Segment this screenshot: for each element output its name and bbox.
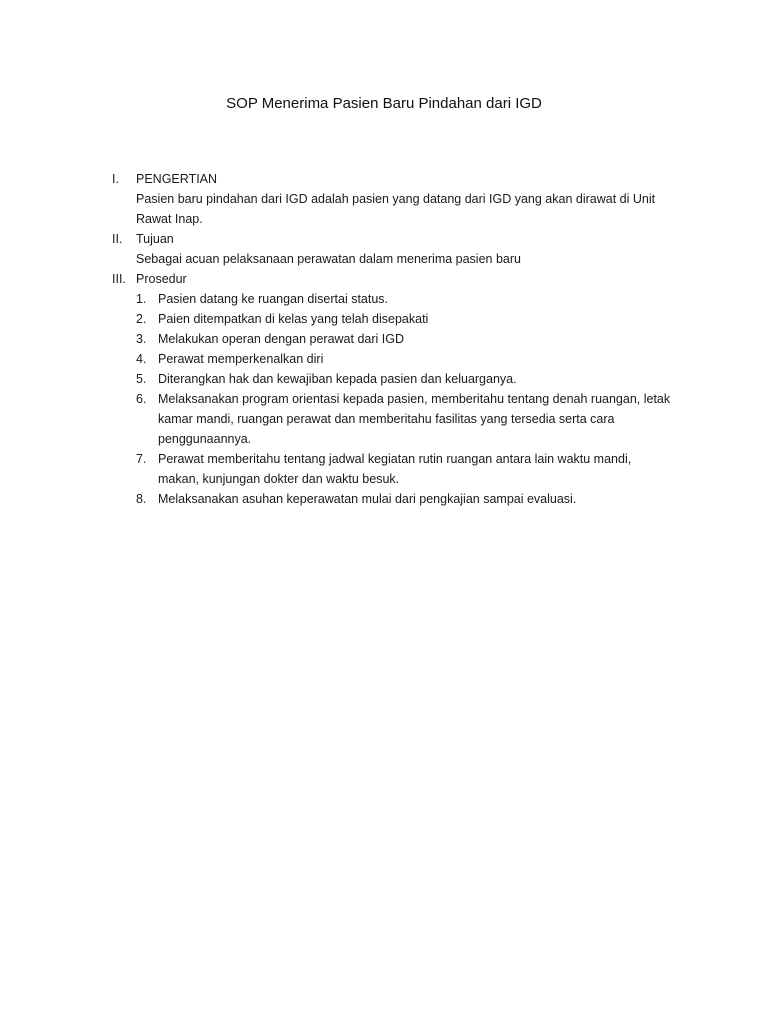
procedure-step bbox=[136, 309, 672, 329]
section-heading bbox=[112, 229, 672, 249]
step-number: 6. bbox=[136, 392, 147, 406]
step-text: Diterangkan hak dan kewajiban kepada pasien dan keluarganya. bbox=[158, 372, 517, 386]
procedure-step bbox=[136, 349, 672, 369]
procedure-list bbox=[136, 289, 672, 509]
step-number: 3. bbox=[136, 332, 147, 346]
section-numeral: III. bbox=[112, 272, 126, 286]
procedure-step bbox=[136, 329, 672, 349]
procedure-step bbox=[136, 449, 672, 489]
step-number: 8. bbox=[136, 492, 147, 506]
section-paragraph: Pasien baru pindahan dari IGD adalah pasien yang datang dari IGD yang akan dirawat di Unit Rawat Inap. bbox=[136, 192, 656, 226]
procedure-step bbox=[136, 489, 672, 509]
section-numeral: II. bbox=[112, 232, 123, 246]
section-paragraph: Sebagai acuan pelaksanaan perawatan dalam menerima pasien baru bbox=[136, 252, 521, 266]
step-text: Perawat memberitahu tentang jadwal kegiatan rutin ruangan antara lain waktu mandi, makan, kunjungan dokter dan waktu besuk. bbox=[158, 452, 632, 486]
section-heading bbox=[112, 169, 672, 189]
step-text: Perawat memperkenalkan diri bbox=[158, 352, 324, 366]
section-numeral: I. bbox=[112, 172, 119, 186]
document-body bbox=[112, 169, 672, 509]
section-pengertian bbox=[112, 169, 672, 229]
section-tujuan bbox=[112, 229, 672, 269]
procedure-step bbox=[136, 369, 672, 389]
step-text: Paien ditempatkan di kelas yang telah disepakati bbox=[158, 312, 429, 326]
section-title: Tujuan bbox=[136, 232, 174, 246]
step-text: Melaksanakan program orientasi kepada pasien, memberitahu tentang denah ruangan, letak kamar mandi, ruangan perawat dan memberitahu fasilitas yang tersedia serta cara penggunaannya. bbox=[158, 392, 671, 446]
step-number: 2. bbox=[136, 312, 147, 326]
step-number: 4. bbox=[136, 352, 147, 366]
section-title: Prosedur bbox=[136, 272, 187, 286]
step-number: 1. bbox=[136, 292, 147, 306]
step-text: Melaksanakan asuhan keperawatan mulai dari pengkajian sampai evaluasi. bbox=[158, 492, 577, 506]
section-heading bbox=[112, 269, 672, 289]
step-text: Melakukan operan dengan perawat dari IGD bbox=[158, 332, 404, 346]
section-title: PENGERTIAN bbox=[136, 172, 218, 186]
step-number: 7. bbox=[136, 452, 147, 466]
section-prosedur bbox=[112, 269, 672, 509]
step-number: 5. bbox=[136, 372, 147, 386]
procedure-step bbox=[136, 289, 672, 309]
step-text: Pasien datang ke ruangan disertai status. bbox=[158, 292, 389, 306]
page-title: SOP Menerima Pasien Baru Pindahan dari IGD bbox=[226, 95, 542, 112]
procedure-step bbox=[136, 389, 672, 449]
